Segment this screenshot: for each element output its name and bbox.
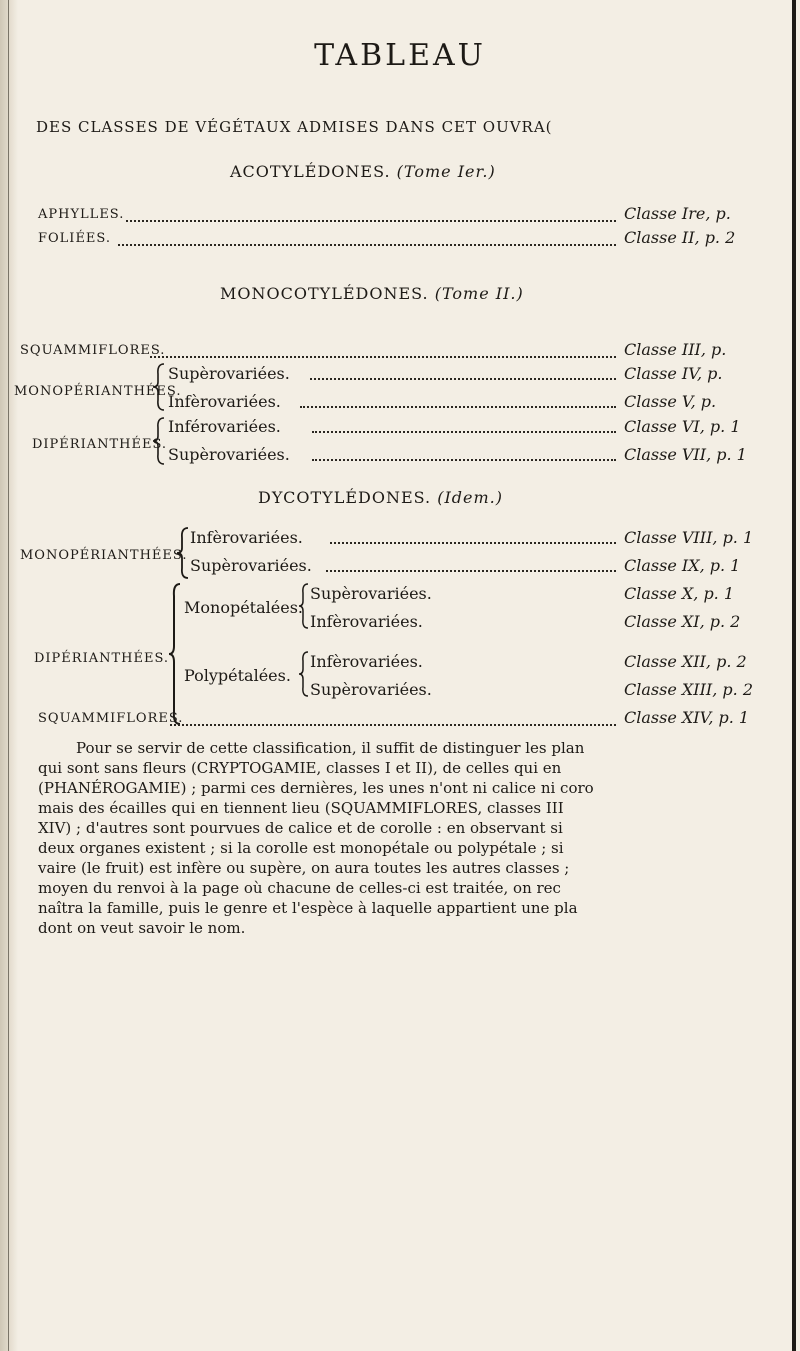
item-name: Infèrovariées. xyxy=(310,652,423,671)
margin-rule xyxy=(8,0,9,1351)
section-heading: DYCOTYLÉDONES. xyxy=(258,488,432,507)
explanation-paragraph xyxy=(38,738,788,938)
item-name: Supèrovariées. xyxy=(190,556,312,575)
item-name: Infèrovariées. xyxy=(190,528,303,547)
page-binding-shadow xyxy=(0,0,18,1351)
group-label-diperianthees: DIPÉRIANTHÉES. xyxy=(34,651,170,666)
paragraph-line: vaire (le fruit) est infère ou supère, on aura toutes les autres classes ; xyxy=(38,859,570,877)
leader-dots xyxy=(326,570,616,572)
leader-dots xyxy=(118,244,616,246)
section-dicotyledones xyxy=(258,488,503,507)
paragraph-line: naîtra la famille, puis le genre et l'espèce à laquelle appartient une pla xyxy=(38,899,578,917)
section-tome: (Tome II.) xyxy=(434,284,524,303)
brace-icon xyxy=(176,526,190,580)
item-name: Infèrovariées. xyxy=(310,612,423,631)
paragraph-line: mais des écailles qui en tiennent lieu (SQUAMMIFLORES, classes III xyxy=(38,799,564,817)
paragraph-line: moyen du renvoi à la page où chacune de celles-ci est traitée, on rec xyxy=(38,879,561,897)
row-label-foliees: FOLIÉES. xyxy=(38,231,111,246)
classe-ref: Classe II, p. 2 xyxy=(624,228,736,247)
classe-ref: Classe VIII, p. 1 xyxy=(624,528,754,547)
page-subtitle: DES CLASSES DE VÉGÉTAUX ADMISES DANS CET OUVRA( xyxy=(36,118,553,136)
page-edge xyxy=(792,0,796,1351)
paragraph-line: Pour se servir de cette classification, il suffit de distinguer les plan xyxy=(76,739,585,757)
row-label-squammiflores: SQUAMMIFLORES. xyxy=(20,343,166,358)
classe-ref: Classe V, p. xyxy=(624,392,717,411)
brace-icon xyxy=(152,362,166,412)
leader-dots xyxy=(170,724,616,726)
group-label-monoperianthees: MONOPÉRIANTHÉES. xyxy=(20,548,188,563)
sub-label-polypetalees: Polypétalées. xyxy=(184,666,291,685)
page-title: TABLEAU xyxy=(314,38,486,73)
classe-ref: Classe VI, p. 1 xyxy=(624,417,741,436)
brace-icon xyxy=(298,582,310,630)
classe-ref: Classe XIII, p. 2 xyxy=(624,680,753,699)
leader-dots xyxy=(330,542,616,544)
classe-ref: Classe XI, p. 2 xyxy=(624,612,741,631)
leader-dots xyxy=(150,356,616,358)
paragraph-line: dont on veut savoir le nom. xyxy=(38,919,246,937)
paragraph-line: deux organes existent ; si la corolle est monopétale ou polypétale ; si xyxy=(38,839,564,857)
classe-ref: Classe IX, p. 1 xyxy=(624,556,741,575)
group-label-monoperianthees: MONOPÉRIANTHÉES. xyxy=(14,384,182,399)
brace-icon xyxy=(152,416,166,466)
row-label-squammiflores: SQUAMMIFLORES. xyxy=(38,711,184,726)
classe-ref: Classe III, p. xyxy=(624,340,727,359)
classe-ref: Classe XIV, p. 1 xyxy=(624,708,750,727)
section-heading: MONOCOTYLÉDONES. xyxy=(220,284,429,303)
classe-ref: Classe X, p. 1 xyxy=(624,584,735,603)
item-name: Supèrovariées. xyxy=(168,364,290,383)
section-monocotyledones xyxy=(220,284,524,303)
brace-icon xyxy=(298,650,310,698)
paragraph-line: (PHANÉROGAMIE) ; parmi ces dernières, les unes n'ont ni calice ni coro xyxy=(38,779,594,797)
item-name: Supèrovariées. xyxy=(310,584,432,603)
item-name: Supèrovariées. xyxy=(310,680,432,699)
classe-ref: Classe IV, p. xyxy=(624,364,723,383)
section-tome: (Tome Ier.) xyxy=(396,162,496,181)
group-label-diperianthees: DIPÉRIANTHÉES. xyxy=(32,437,168,452)
paragraph-line: XIV) ; d'autres sont pourvues de calice et de corolle : en observant si xyxy=(38,819,563,837)
sub-label-monopetalees: Monopétalées. xyxy=(184,598,303,617)
leader-dots xyxy=(310,378,616,380)
item-name: Infèrovariées. xyxy=(168,392,281,411)
classe-ref: Classe VII, p. 1 xyxy=(624,445,747,464)
paragraph-line: qui sont sans fleurs (CRYPTOGAMIE, classes I et II), de celles qui en xyxy=(38,759,562,777)
leader-dots xyxy=(312,459,616,461)
classe-ref: Classe XII, p. 2 xyxy=(624,652,747,671)
item-name: Supèrovariées. xyxy=(168,445,290,464)
section-acotyledones xyxy=(230,162,496,181)
row-label-aphylles: APHYLLES. xyxy=(38,207,125,222)
section-tome: (Idem.) xyxy=(437,488,503,507)
brace-icon xyxy=(168,582,182,726)
item-name: Inférovariées. xyxy=(168,417,281,436)
section-heading: ACOTYLÉDONES. xyxy=(230,162,391,181)
classe-ref: Classe Ire, p. xyxy=(624,204,731,223)
leader-dots xyxy=(126,220,616,222)
leader-dots xyxy=(300,406,616,408)
leader-dots xyxy=(312,431,616,433)
